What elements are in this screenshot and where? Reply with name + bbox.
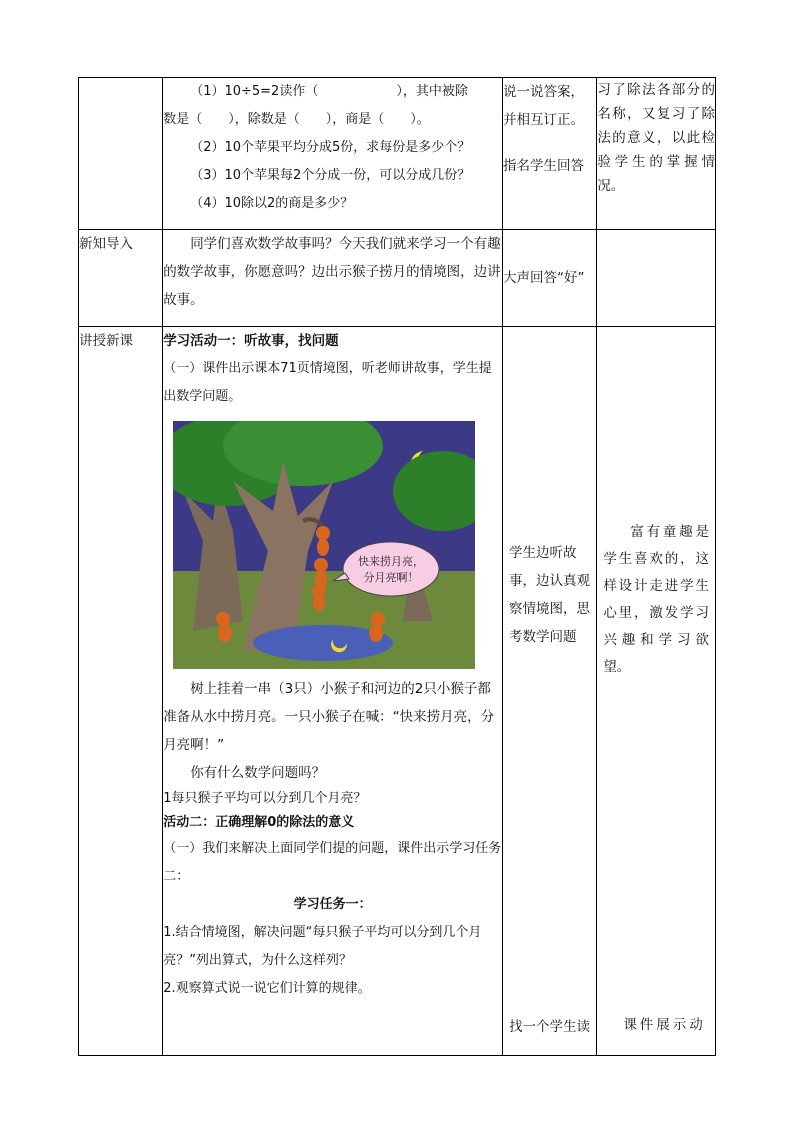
intro-intent-cell (597, 230, 716, 327)
review-intent-cell (597, 78, 716, 230)
speech-line-1: 快来捞月亮， (358, 555, 425, 568)
review-line-1: （1）10÷5=2读作（ ），其中被除 (190, 84, 468, 99)
intro-content-cell (163, 230, 503, 327)
review-line-2: 数是（ ），除数是（ ），商是（ ）。 (163, 112, 430, 127)
lesson-p1: （一）课件出示课本71页情境图，听老师讲故事，学生提出数学问题。 (163, 361, 492, 404)
lesson-activity-cell (502, 327, 596, 1056)
lesson-intent-cell (597, 327, 716, 1056)
review-activity-b: 指名学生回答 (502, 158, 584, 174)
lesson-heading-1: 学习活动一：听故事，找问题 (163, 333, 339, 349)
intro-text: 同学们喜欢数学故事吗？今天我们就来学习一个有趣的数学故事，你愿意吗？边出示猴子捞月的情境图，边讲故事。 (163, 236, 501, 308)
intro-label-cell (79, 230, 163, 327)
review-line-4: （3）10个苹果每2个分成一份，可以分成几份？ (190, 168, 471, 183)
lesson-label-cell (79, 327, 163, 1056)
intro-label: 新知导入 (79, 236, 133, 252)
review-stage-cell (79, 78, 163, 230)
lesson-plan-table (78, 77, 716, 1056)
monkey-moon-scene-illustration (173, 421, 475, 669)
review-line-3: （2）10个苹果平均分成5份，求每份是多少个？ (190, 140, 471, 155)
intro-activity: 大声回答“好” (502, 270, 585, 286)
review-content-cell (163, 78, 503, 230)
lesson-p5: （一）我们来解决上面同学们提的问题，课件出示学习任务二： (163, 841, 502, 884)
lesson-content-cell (163, 327, 503, 1056)
task-title: 学习任务一： (293, 897, 372, 912)
review-activity-a: 说一说答案，并相互订正。 (502, 84, 584, 128)
intro-activity-cell (502, 230, 596, 327)
lesson-intent-b: 课件展示动 (623, 1017, 706, 1033)
review-line-5: （4）10除以2的商是多少？ (190, 196, 354, 211)
row-lesson (79, 327, 716, 1056)
lesson-p2: 树上挂着一串（3只）小猴子和河边的2只小猴子都准备从水中捞月亮。一只小猴子在喊：“快来捞月亮，分月亮啊！” (163, 681, 495, 753)
lesson-activity-b: 找一个学生读 (508, 1019, 590, 1035)
lesson-p3: 你有什么数学问题吗？ (190, 765, 326, 781)
lesson-intent-a: 富有童趣是学生喜欢的，这样设计走进学生心里，激发学习兴趣和学习欲望。 (603, 524, 709, 675)
review-activity-cell (502, 78, 596, 230)
lesson-label: 讲授新课 (79, 333, 133, 349)
review-intent: 习了除法各部分的名称，又复习了除法的意义，以此检验学生的掌握情况。 (597, 82, 715, 194)
row-intro (79, 230, 716, 327)
task-2: 2.观察算式说一说它们计算的规律。 (163, 981, 371, 996)
row-review (79, 78, 716, 230)
lesson-p4: 1每只猴子平均可以分到几个月亮？ (163, 791, 367, 806)
lesson-activity-a: 学生边听故事，边认真观察情境图，思考数学问题 (508, 545, 590, 645)
speech-line-2: 分月亮啊！ (363, 571, 419, 584)
task-1: 1.结合情境图，解决问题“每只猴子平均可以分到几个月亮？”列出算式，为什么这样列？ (163, 925, 482, 968)
lesson-heading-2: 活动二：正确理解0的除法的意义 (163, 815, 355, 830)
